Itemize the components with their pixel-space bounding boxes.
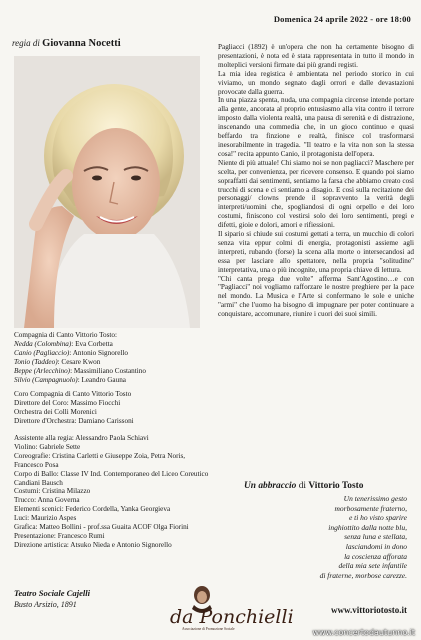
poem-line: e ti ho visto sparire bbox=[348, 513, 407, 523]
poem-line: senza luna e stellata, bbox=[344, 532, 407, 542]
article-paragraph: In una piazza spenta, nuda, una compagnia circense intende portare alla gente, ancorata al proprio entusiasmo alla vita contro il terrore imposto dalla violenta realtà, una pausa di serenità e di distrazione, inscenando una commedia che, in un gioco continuo e quasi beffardo tra finzione e realtà, finisce col trasformarsi inesorabilmente in tragedia. "Il teatro e la vita non son la stessa cosa!" recita appunto Canio, il protagonista dell'opera. bbox=[218, 96, 414, 158]
article-paragraph: La mia idea registica è ambientata nel periodo storico in cui viviamo, un mondo segnato dagli orrori e dalle devastazioni provocate dalla guerra. bbox=[218, 69, 414, 96]
poem-line: la coscienza afforata bbox=[344, 551, 407, 561]
company-title: Compagnia di Canto Vittorio Tosto: bbox=[14, 331, 118, 339]
article-paragraph: Il sipario si chiude sui costumi gettati a terra, un mucchio di colori senza vita eppur colmi di energia, protagonisti assieme agli interpreti, rubando (forse) la scena alla morte o intersecandosi ad essa per lasciare allo spettatore, nella propria "solitudine" interpretativa, una o più incognite, una propria chiave di lettura. bbox=[218, 230, 414, 274]
cast-section bbox=[14, 331, 210, 384]
choir-line: Direttore d'Orchestra: Damiano Carissoni bbox=[14, 416, 134, 425]
watermark: www.concertodautunno.it bbox=[312, 628, 415, 637]
poem bbox=[227, 494, 407, 580]
staff-line: Assistente alla regia: Alessandro Paola Schiavi bbox=[14, 434, 149, 442]
staff-line: Direzione artistica: Atsuko Nieda e Antonio Signorello bbox=[14, 540, 172, 549]
director-portrait bbox=[14, 56, 200, 328]
staff-line: Presentazione: Francesco Rumi bbox=[14, 531, 105, 540]
staff-line: Elementi scenici: Federico Cordella, Yanka Georgieva bbox=[14, 505, 171, 514]
cast-row: Beppe (Arlecchino): Massimiliano Costantino bbox=[14, 366, 146, 375]
director-prefix: regia di bbox=[12, 38, 40, 48]
website-link[interactable]: www.vittoriotosto.it bbox=[331, 605, 407, 615]
staff-section bbox=[14, 434, 210, 550]
choir-section bbox=[14, 390, 210, 426]
staff-line: Corpo di Ballo: Classe IV Ind. Contemporaneo del Liceo Coreutico Candiani Bausch bbox=[14, 469, 209, 487]
director-name: Giovanna Nocetti bbox=[42, 38, 121, 49]
poem-line: Un tenerissimo gesto bbox=[343, 494, 407, 503]
director-notes bbox=[218, 43, 414, 319]
portrait-image bbox=[14, 56, 200, 328]
staff-line: Grafica: Matteo Bollini - prof.ssa Guaita ACOF Olga Fiorini bbox=[14, 523, 189, 532]
venue-name: Teatro Sociale Cajelli bbox=[14, 588, 91, 598]
choir-line: Orchestra dei Colli Morenici bbox=[14, 407, 97, 416]
poem-line: della mia sete infantile bbox=[338, 561, 407, 571]
poem-line: di fraterne, morbose carezze. bbox=[319, 570, 407, 580]
staff-line: Luci: Maurizio Aspes bbox=[14, 514, 77, 523]
choir-line: Coro Compagnia di Canto Vittorio Tosto bbox=[14, 390, 132, 398]
cast-row: Tonio (Taddeo): Cesare Kwon bbox=[14, 357, 101, 366]
cast-row: Nedda (Colombina): Eva Corbetta bbox=[14, 339, 113, 348]
logo-subtitle: Associazione di Promozione Sociale bbox=[182, 627, 235, 631]
choir-line: Direttore del Coro: Massimo Fiocchi bbox=[14, 398, 121, 407]
staff-line: Costumi: Cristina Milazzo bbox=[14, 487, 91, 496]
event-date: Domenica 24 aprile 2022 - ore 18:00 bbox=[273, 14, 411, 24]
staff-line: Trucco: Anna Governa bbox=[14, 496, 80, 505]
article-paragraph: "Chi canta prega due volte" afferma Sant'Agostino…e con "Pagliacci" noi vogliamo rafforzare le nostre preghiere per la pace nel mondo. La Musica e l'Arte si confermano le sole e uniche "armi" che l'uomo ha bisogno di impugnare per poter continuare a conquistare, accomunare, riunire i cuori dei suoi simili. bbox=[218, 274, 414, 319]
poem-line: inghiottito dalla notte blu, bbox=[328, 522, 407, 532]
staff-line: Coreografie: Cristina Carletti e Giuseppe Zoia, Petra Noris, Francesco Posa bbox=[14, 451, 186, 469]
cast-row: Canio (Pagliaccio): Antonio Signorello bbox=[14, 348, 128, 357]
staff-line: Violino: Gabriele Sette bbox=[14, 442, 81, 451]
venue-city: Busto Arsizio, 1891 bbox=[14, 600, 77, 609]
embrace-heading: Un abbraccio di Vittorio Tosto bbox=[244, 481, 364, 491]
poem-line: morbosamente fraterno, bbox=[334, 503, 407, 513]
poem-line: lasciandomi in dono bbox=[345, 541, 407, 551]
article-paragraph: Niente di più attuale! Chi siamo noi se non pagliacci? Maschere per scelta, per convenienza, per ricevere consenso. E quando poi siamo sopraffatti dai sentimenti, sentiamo la farsa che abbiamo creato così trucchi di scena e ci sentiamo a disagio. E così sulla recitazione dei personaggi/ clowns prende il sopravvento la verità degli interpreti/uomini che, spogliandosi di ogni orpello e dei loro costumi, finiscono col vestirsi solo dei loro sentimenti, pregi e difetti, gioie e dolori, amori e rifiessioni. bbox=[218, 158, 414, 230]
director-credit bbox=[12, 38, 121, 49]
cast-row: Silvio (Campagnuolo): Leandro Gauna bbox=[14, 375, 126, 384]
ponchielli-logo: da Ponchielli bbox=[170, 606, 294, 628]
article-paragraph: Pagliacci (1892) è un'opera che non ha certamente bisogno di presentazioni, è nota ed è stata rappresentata in tutto il mondo in molteplici versioni firmate dai più grandi registi. bbox=[218, 43, 414, 69]
